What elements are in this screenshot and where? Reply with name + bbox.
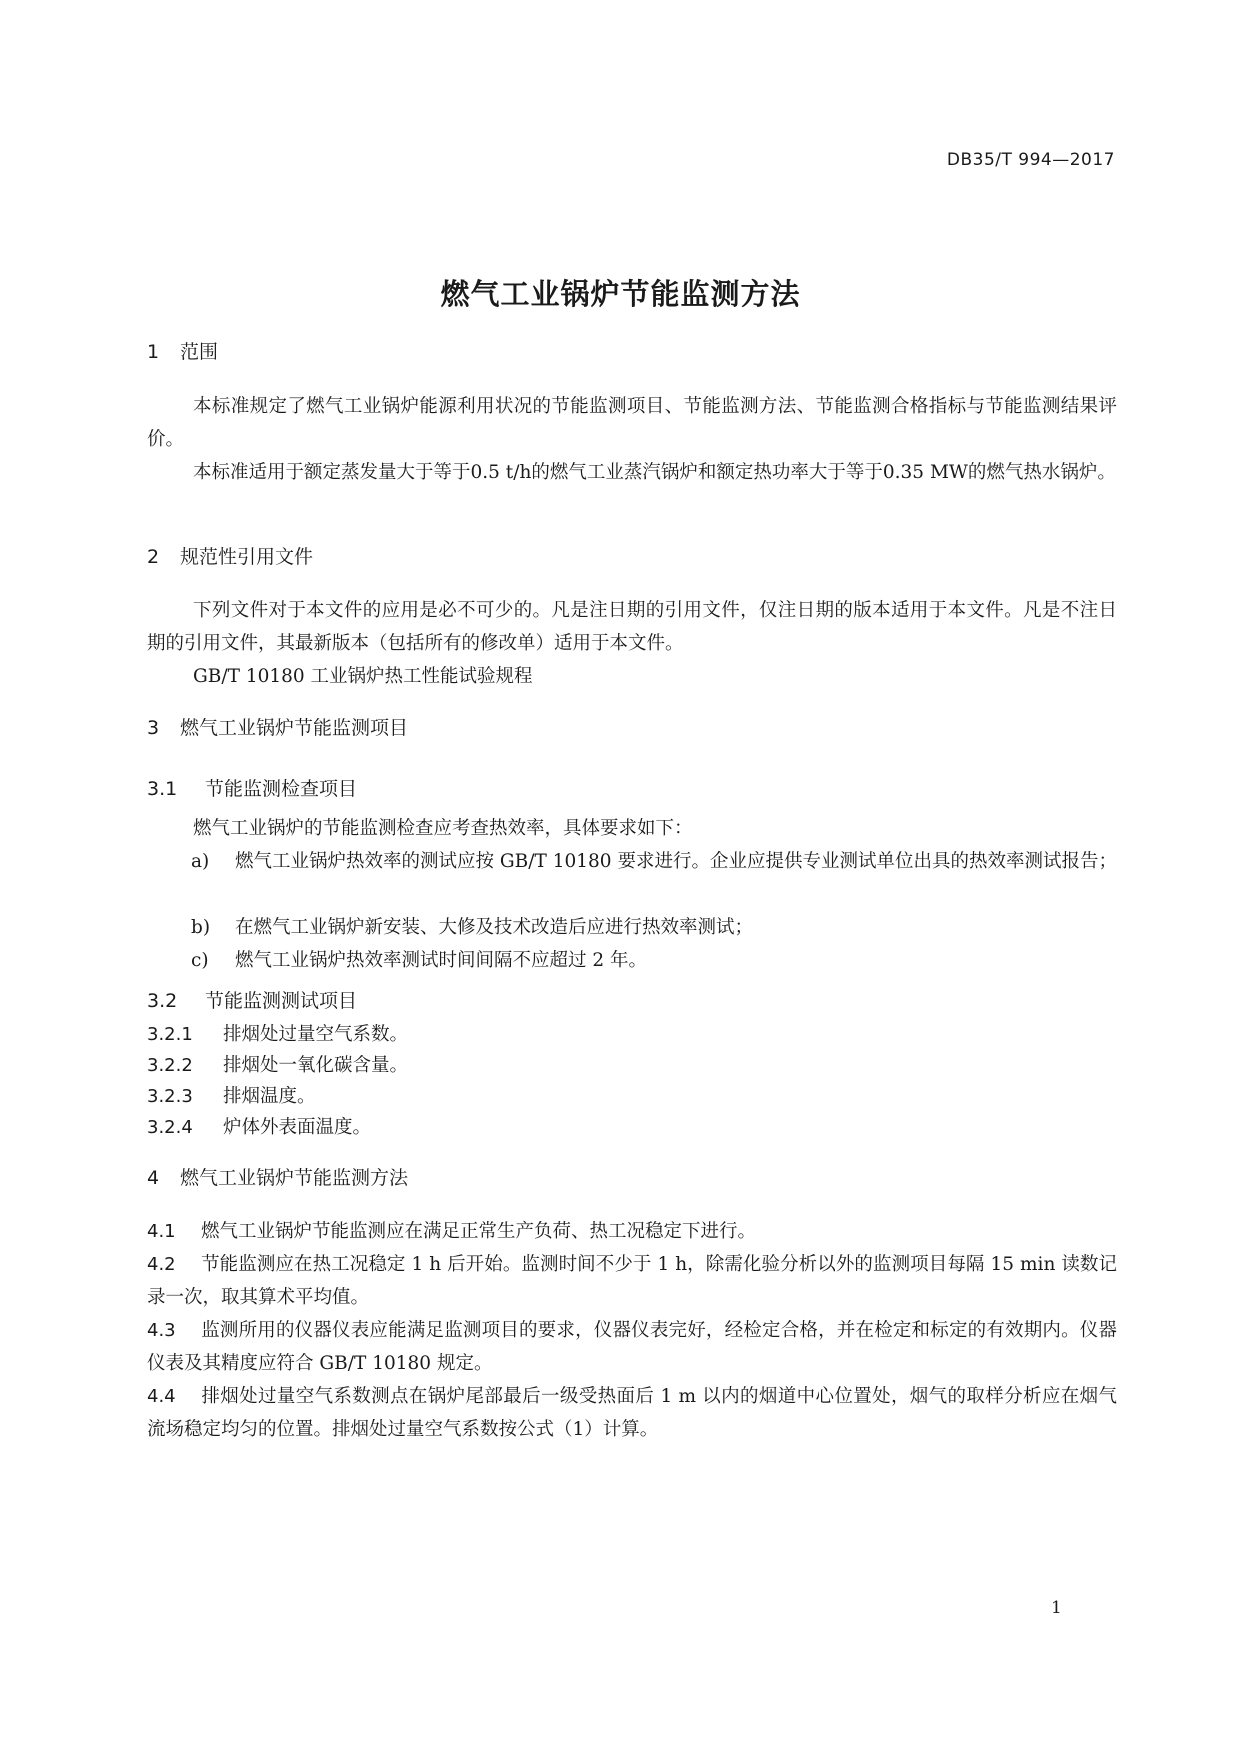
clause-number: 4.4 xyxy=(147,1386,176,1407)
list-item xyxy=(191,845,1117,878)
test-item xyxy=(147,1080,316,1113)
subsection-3-1-intro: 燃气工业锅炉的节能监测检查应考查热效率，具体要求如下： xyxy=(193,818,693,839)
section-1-paragraph-2: 本标准适用于额定蒸发量大于等于0.5 t/h的燃气工业蒸汽锅炉和额定热功率大于等于0.35 MW的燃气热水锅炉。 xyxy=(193,462,1116,483)
clause-text: 排烟温度。 xyxy=(223,1086,316,1107)
clause-number: 4.1 xyxy=(147,1221,176,1242)
list-item xyxy=(191,911,1117,944)
normative-reference: GB/T 10180 工业锅炉热工性能试验规程 xyxy=(193,666,533,687)
clause-text: 监测所用的仪器仪表应能满足监测项目的要求，仪器仪表完好，经检定合格，并在检定和标定的有效期内。仪器仪表及其精度应符合 GB/T 10180 规定。 xyxy=(147,1320,1117,1374)
clause-text: 排烟处过量空气系数测点在锅炉尾部最后一级受热面后 1 m 以内的烟道中心位置处，烟气的取样分析应在烟气流场稳定均匀的位置。排烟处过量空气系数按公式（1）计算。 xyxy=(147,1386,1117,1440)
section-title: 范围 xyxy=(180,341,219,363)
section-number: 3 xyxy=(147,717,160,739)
clause-text: 炉体外表面温度。 xyxy=(223,1117,372,1138)
section-1-heading xyxy=(147,337,218,364)
section-number: 2 xyxy=(147,546,160,568)
subsection-number: 3.1 xyxy=(147,778,178,800)
list-marker: b) xyxy=(191,917,211,938)
section-2-heading xyxy=(147,542,313,569)
test-item xyxy=(147,1111,371,1144)
list-marker: c) xyxy=(191,950,209,971)
section-title: 燃气工业锅炉节能监测项目 xyxy=(180,717,409,739)
clause-number: 3.2.1 xyxy=(147,1024,193,1045)
method-clause xyxy=(147,1248,1117,1314)
subsection-title: 节能监测检查项目 xyxy=(205,778,358,800)
section-title: 燃气工业锅炉节能监测方法 xyxy=(180,1167,409,1189)
section-number: 4 xyxy=(147,1167,160,1189)
clause-text: 排烟处过量空气系数。 xyxy=(223,1024,409,1045)
test-item xyxy=(147,1049,408,1082)
method-clause xyxy=(147,1314,1117,1380)
section-2-paragraph: 下列文件对于本文件的应用是必不可少的。凡是注日期的引用文件，仅注日期的版本适用于本文件。凡是不注日期的引用文件，其最新版本（包括所有的修改单）适用于本文件。 xyxy=(147,600,1117,654)
clause-number: 3.2.2 xyxy=(147,1055,193,1076)
list-item xyxy=(191,944,1117,977)
clause-number: 3.2.3 xyxy=(147,1086,193,1107)
section-3-heading xyxy=(147,713,408,740)
clause-number: 4.3 xyxy=(147,1320,176,1341)
subsection-3-1-heading xyxy=(147,774,357,801)
page-number: 1 xyxy=(1051,1598,1062,1618)
method-clause xyxy=(147,1380,1117,1446)
list-item-text: 在燃气工业锅炉新安装、大修及技术改造后应进行热效率测试； xyxy=(235,917,754,938)
clause-number: 4.2 xyxy=(147,1254,176,1275)
list-marker: a) xyxy=(191,851,210,872)
list-item-text: 燃气工业锅炉热效率的测试应按 GB/T 10180 要求进行。企业应提供专业测试单位出具的热效率测试报告； xyxy=(235,851,1117,872)
standard-code: DB35/T 994—2017 xyxy=(946,150,1115,170)
clause-text: 燃气工业锅炉节能监测应在满足正常生产负荷、热工况稳定下进行。 xyxy=(201,1221,757,1242)
subsection-title: 节能监测测试项目 xyxy=(205,990,358,1012)
list-item-text: 燃气工业锅炉热效率测试时间间隔不应超过 2 年。 xyxy=(235,950,648,971)
subsection-3-2-heading xyxy=(147,986,357,1013)
section-4-heading xyxy=(147,1163,408,1190)
clause-text: 排烟处一氧化碳含量。 xyxy=(223,1055,409,1076)
method-clause xyxy=(147,1215,1117,1248)
section-number: 1 xyxy=(147,341,160,363)
section-title: 规范性引用文件 xyxy=(180,546,314,568)
clause-number: 3.2.4 xyxy=(147,1117,193,1138)
test-item xyxy=(147,1018,408,1051)
section-1-paragraph-1: 本标准规定了燃气工业锅炉能源利用状况的节能监测项目、节能监测方法、节能监测合格指标与节能监测结果评价。 xyxy=(147,396,1117,450)
document-title: 燃气工业锅炉节能监测方法 xyxy=(440,277,801,311)
clause-text: 节能监测应在热工况稳定 1 h 后开始。监测时间不少于 1 h，除需化验分析以外的监测项目每隔 15 min 读数记录一次，取其算术平均值。 xyxy=(147,1254,1117,1308)
subsection-number: 3.2 xyxy=(147,990,178,1012)
